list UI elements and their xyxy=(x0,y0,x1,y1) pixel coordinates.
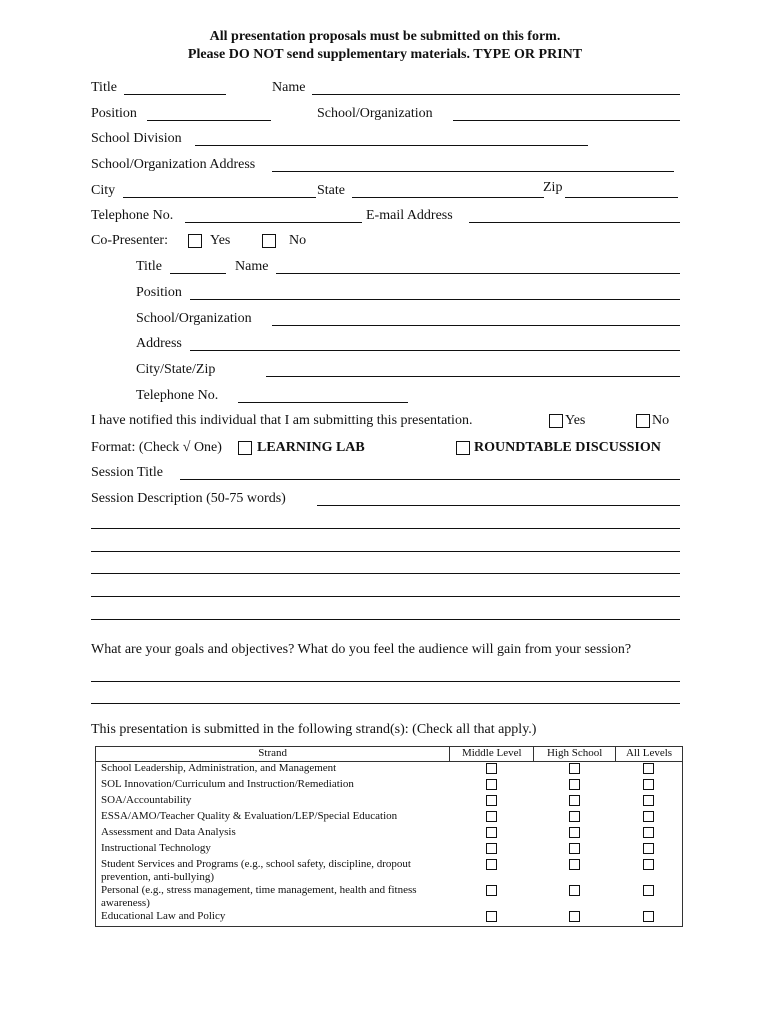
table-row xyxy=(96,910,683,927)
title-label: Title xyxy=(91,80,117,95)
notified-no-label: No xyxy=(652,413,670,428)
high-school-checkbox[interactable] xyxy=(569,763,580,774)
high-school-checkbox[interactable] xyxy=(569,859,580,870)
zip-label: Zip xyxy=(543,180,563,195)
table-row xyxy=(96,794,683,810)
high-school-checkbox[interactable] xyxy=(569,795,580,806)
strand-header: Strand xyxy=(96,747,450,762)
co-address-field[interactable] xyxy=(190,350,680,351)
co-school-org-label: School/Organization xyxy=(136,311,252,326)
session-description-line[interactable] xyxy=(91,528,680,529)
high-school-checkbox[interactable] xyxy=(569,811,580,822)
table-row xyxy=(96,826,683,842)
middle-level-checkbox[interactable] xyxy=(486,911,497,922)
co-presenter-yes-label: Yes xyxy=(210,233,231,248)
session-description-line[interactable] xyxy=(91,551,680,552)
school-org-address-field[interactable] xyxy=(272,171,674,172)
table-row xyxy=(96,778,683,794)
city-label: City xyxy=(91,183,116,198)
session-title-field[interactable] xyxy=(180,479,680,480)
session-description-line[interactable] xyxy=(91,619,680,620)
all-levels-checkbox[interactable] xyxy=(643,795,654,806)
strand-label: Educational Law and Policy xyxy=(96,910,450,927)
zip-field[interactable] xyxy=(565,197,678,198)
learning-lab-label: LEARNING LAB xyxy=(257,440,365,455)
strand-label: Assessment and Data Analysis xyxy=(96,826,450,842)
roundtable-label: ROUNDTABLE DISCUSSION xyxy=(474,440,661,455)
co-telephone-field[interactable] xyxy=(238,402,408,403)
goals-line[interactable] xyxy=(91,681,680,682)
middle-level-checkbox[interactable] xyxy=(486,795,497,806)
goals-question: What are your goals and objectives? What do you feel the audience will gain from your session? xyxy=(91,642,632,657)
telephone-field[interactable] xyxy=(185,222,362,223)
high-school-checkbox[interactable] xyxy=(569,827,580,838)
all-levels-header: All Levels xyxy=(616,747,683,762)
co-title-field[interactable] xyxy=(170,273,226,274)
middle-level-checkbox[interactable] xyxy=(486,859,497,870)
school-org-address-label: School/Organization Address xyxy=(91,157,256,172)
co-presenter-no-label: No xyxy=(289,233,307,248)
strand-label: SOL Innovation/Curriculum and Instruction/Remediation xyxy=(96,778,450,794)
co-city-state-zip-field[interactable] xyxy=(266,376,680,377)
all-levels-checkbox[interactable] xyxy=(643,843,654,854)
all-levels-checkbox[interactable] xyxy=(643,911,654,922)
middle-level-checkbox[interactable] xyxy=(486,779,497,790)
session-description-label: Session Description (50-75 words) xyxy=(91,491,286,506)
name-field[interactable] xyxy=(312,94,680,95)
session-description-line[interactable] xyxy=(91,596,680,597)
city-field[interactable] xyxy=(123,197,316,198)
table-row xyxy=(96,810,683,826)
middle-level-checkbox[interactable] xyxy=(486,763,497,774)
notified-yes-checkbox[interactable] xyxy=(549,414,563,428)
strand-label: ESSA/AMO/Teacher Quality & Evaluation/LEP/Special Education xyxy=(96,810,450,826)
co-name-field[interactable] xyxy=(276,273,680,274)
strand-label: Student Services and Programs (e.g., school safety, discipline, dropout prevention, anti-bullying) xyxy=(96,858,450,884)
strands-table xyxy=(95,746,683,927)
session-description-line[interactable] xyxy=(317,505,680,506)
notified-statement: I have notified this individual that I am submitting this presentation. xyxy=(91,413,473,428)
form-header-line-1: All presentation proposals must be submitted on this form. xyxy=(209,29,561,44)
strand-label: Instructional Technology xyxy=(96,842,450,858)
all-levels-checkbox[interactable] xyxy=(643,811,654,822)
high-school-checkbox[interactable] xyxy=(569,911,580,922)
all-levels-checkbox[interactable] xyxy=(643,885,654,896)
state-label: State xyxy=(317,183,345,198)
session-title-label: Session Title xyxy=(91,465,163,480)
format-label: Format: (Check √ One) xyxy=(91,440,222,455)
title-field[interactable] xyxy=(124,94,226,95)
high-school-header: High School xyxy=(534,747,616,762)
all-levels-checkbox[interactable] xyxy=(643,779,654,790)
state-field[interactable] xyxy=(352,197,544,198)
table-row xyxy=(96,884,683,910)
strand-label: Personal (e.g., stress management, time management, health and fitness awareness) xyxy=(96,884,450,910)
co-school-org-field[interactable] xyxy=(272,325,680,326)
co-presenter-no-checkbox[interactable] xyxy=(262,234,276,248)
all-levels-checkbox[interactable] xyxy=(643,827,654,838)
strand-label: SOA/Accountability xyxy=(96,794,450,810)
high-school-checkbox[interactable] xyxy=(569,843,580,854)
session-description-line[interactable] xyxy=(91,573,680,574)
position-field[interactable] xyxy=(147,120,271,121)
table-row xyxy=(96,858,683,884)
email-field[interactable] xyxy=(469,222,680,223)
all-levels-checkbox[interactable] xyxy=(643,859,654,870)
co-address-label: Address xyxy=(136,336,182,351)
school-division-field[interactable] xyxy=(195,145,588,146)
co-name-label: Name xyxy=(235,259,269,274)
middle-level-checkbox[interactable] xyxy=(486,811,497,822)
middle-level-checkbox[interactable] xyxy=(486,827,497,838)
co-title-label: Title xyxy=(136,259,162,274)
strands-intro: This presentation is submitted in the following strand(s): (Check all that apply.) xyxy=(91,722,537,737)
middle-level-checkbox[interactable] xyxy=(486,885,497,896)
table-row xyxy=(96,842,683,858)
notified-no-checkbox[interactable] xyxy=(636,414,650,428)
form-header-line-2: Please DO NOT send supplementary materials. TYPE OR PRINT xyxy=(187,47,583,62)
position-label: Position xyxy=(91,106,137,121)
co-presenter-label: Co-Presenter: xyxy=(91,233,168,248)
co-telephone-label: Telephone No. xyxy=(136,388,219,403)
roundtable-checkbox[interactable] xyxy=(456,441,470,455)
high-school-checkbox[interactable] xyxy=(569,779,580,790)
strand-label: School Leadership, Administration, and Management xyxy=(96,762,450,779)
middle-level-header: Middle Level xyxy=(450,747,534,762)
co-position-label: Position xyxy=(136,285,182,300)
goals-line[interactable] xyxy=(91,703,680,704)
co-city-state-zip-label: City/State/Zip xyxy=(136,362,216,377)
email-label: E-mail Address xyxy=(366,208,453,223)
school-org-field[interactable] xyxy=(453,120,680,121)
middle-level-checkbox[interactable] xyxy=(486,843,497,854)
learning-lab-checkbox[interactable] xyxy=(238,441,252,455)
high-school-checkbox[interactable] xyxy=(569,885,580,896)
all-levels-checkbox[interactable] xyxy=(643,763,654,774)
school-org-label: School/Organization xyxy=(317,106,433,121)
table-row xyxy=(96,762,683,779)
co-position-field[interactable] xyxy=(190,299,680,300)
telephone-label: Telephone No. xyxy=(91,208,174,223)
notified-yes-label: Yes xyxy=(565,413,586,428)
co-presenter-yes-checkbox[interactable] xyxy=(188,234,202,248)
name-label: Name xyxy=(272,80,306,95)
school-division-label: School Division xyxy=(91,131,182,146)
